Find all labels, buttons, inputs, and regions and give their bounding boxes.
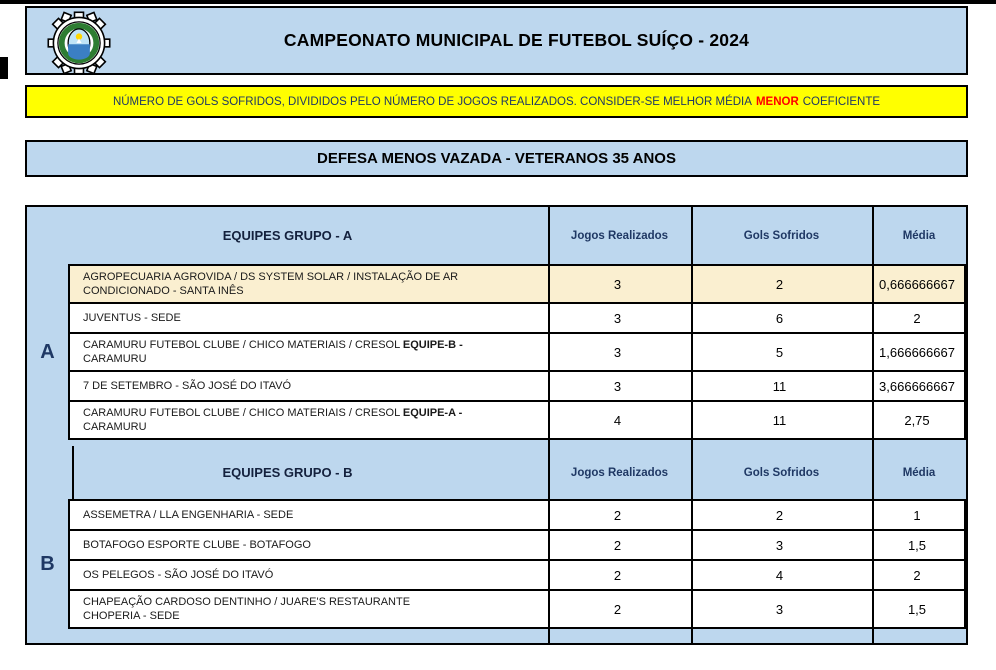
team-name-segment: OS PELEGOS - SÃO JOSÉ DO ITAVÓ <box>83 569 274 581</box>
page-title: CAMPEONATO MUNICIPAL DE FUTEBOL SUÍÇO - 2024 <box>283 30 750 50</box>
jogos-cell: 2 <box>613 507 622 523</box>
gols-cell: 3 <box>775 537 784 553</box>
table-row <box>68 370 966 402</box>
table-row <box>68 529 966 561</box>
media-cell: 1 <box>913 507 921 523</box>
group-label: B <box>40 552 55 575</box>
column-header-media: Média <box>902 229 936 242</box>
team-name-cell <box>70 334 546 370</box>
team-name <box>83 568 273 582</box>
jogos-cell: 2 <box>613 537 622 553</box>
standings-table <box>25 205 968 645</box>
gols-cell: 11 <box>772 412 787 428</box>
jogos-cell: 2 <box>613 567 622 583</box>
media-cell: 2,75 <box>904 412 930 428</box>
jogos-cell: 3 <box>613 378 622 394</box>
team-name-segment: CONDICIONADO - SANTA INÊS <box>83 285 244 297</box>
notice-highlight: MENOR <box>755 95 799 108</box>
column-header-jogos: Jogos Realizados <box>570 466 669 479</box>
column-header-gols: Gols Sofridos <box>743 229 820 242</box>
team-name-segment: CARAMURU FUTEBOL CLUBE / CHICO MATERIAIS / CRESOL <box>83 407 403 419</box>
table-row <box>68 332 966 372</box>
column-header-jogos: Jogos Realizados <box>570 229 669 242</box>
jogos-cell: 3 <box>613 310 622 326</box>
top-edge-strip <box>0 0 996 4</box>
media-cell: 2 <box>913 567 921 583</box>
table-row <box>68 264 966 304</box>
media-cell: 1,5 <box>907 601 927 617</box>
column-header-media: Média <box>902 466 936 479</box>
team-name <box>83 270 458 298</box>
team-name <box>83 595 410 623</box>
team-name-segment: 7 DE SETEMBRO - SÃO JOSÉ DO ITAVÓ <box>83 380 292 392</box>
media-cell: 1,5 <box>907 537 927 553</box>
group-header-row <box>27 446 966 499</box>
media-cell: 1,666666667 <box>879 344 955 360</box>
group-section <box>27 264 966 440</box>
team-name-cell <box>70 561 546 589</box>
gols-cell: 11 <box>772 378 787 394</box>
gols-cell: 3 <box>775 601 784 617</box>
team-name-segment: CHOPERIA - SEDE <box>83 610 180 622</box>
media-cell: 0,666666667 <box>879 276 955 292</box>
group-section <box>27 499 966 629</box>
gols-cell: 4 <box>775 567 784 583</box>
table-row <box>68 499 966 531</box>
jogos-cell: 3 <box>613 344 622 360</box>
team-name <box>83 379 291 393</box>
team-name-cell <box>70 402 546 438</box>
media-cell: 2 <box>913 310 921 326</box>
team-name-segment: CARAMURU <box>83 421 147 433</box>
header-panel <box>25 6 968 75</box>
notice-banner <box>25 85 968 118</box>
team-name-segment: CARAMURU FUTEBOL CLUBE / CHICO MATERIAIS / CRESOL <box>83 339 403 351</box>
column-divider-line <box>548 207 550 643</box>
team-name-segment: CHAPEAÇÃO CARDOSO DENTINHO / JUARE'S RESTAURANTE <box>83 596 411 608</box>
team-name <box>83 508 293 522</box>
crest-icon <box>39 11 119 75</box>
header-divider-line <box>72 446 74 499</box>
team-name-bold-segment: EQUIPE-A - <box>402 407 463 419</box>
table-row <box>68 559 966 591</box>
team-name <box>83 406 462 434</box>
notice-text-before: NÚMERO DE GOLS SOFRIDOS, DIVIDIDOS PELO NÚMERO DE JOGOS REALIZADOS. CONSIDER-SE MELHOR MÉDIA <box>112 95 752 108</box>
group-header-row <box>27 207 966 264</box>
jogos-cell: 4 <box>613 412 622 428</box>
team-name-cell <box>70 372 546 400</box>
gols-cell: 6 <box>775 310 784 326</box>
column-header-gols: Gols Sofridos <box>743 466 820 479</box>
team-name-cell <box>70 501 546 529</box>
team-name <box>83 311 181 325</box>
group-header-label: EQUIPES GRUPO - B <box>222 465 353 480</box>
team-name-cell <box>70 591 546 627</box>
gols-cell: 5 <box>775 344 784 360</box>
team-name <box>83 538 311 552</box>
column-divider-line <box>872 207 874 643</box>
team-name-cell <box>70 531 546 559</box>
team-name-segment: CARAMURU <box>83 353 147 365</box>
team-name-cell <box>70 266 546 302</box>
jogos-cell: 2 <box>613 601 622 617</box>
group-rows <box>68 499 966 629</box>
table-row <box>68 589 966 629</box>
gols-cell: 2 <box>775 276 784 292</box>
group-rows <box>68 264 966 440</box>
notice-text-after: COEFICIENTE <box>802 95 881 108</box>
jogos-cell: 3 <box>613 276 622 292</box>
table-row <box>68 302 966 334</box>
section-title: DEFESA MENOS VAZADA - VETERANOS 35 ANOS <box>317 150 676 167</box>
team-name-bold-segment: EQUIPE-B - <box>402 339 463 351</box>
gols-cell: 2 <box>775 507 784 523</box>
group-header-label: EQUIPES GRUPO - A <box>222 228 353 243</box>
team-name-segment: BOTAFOGO ESPORTE CLUBE - BOTAFOGO <box>83 539 311 551</box>
section-title-panel <box>25 140 968 177</box>
column-divider-line <box>691 207 693 643</box>
media-cell: 3,666666667 <box>879 378 955 394</box>
team-name-segment: ASSEMETRA / LLA ENGENHARIA - SEDE <box>83 509 294 521</box>
team-name-segment: JUVENTUS - SEDE <box>83 312 181 324</box>
group-label: A <box>40 340 55 363</box>
team-name <box>83 338 463 366</box>
team-name-segment: AGROPECUARIA AGROVIDA / DS SYSTEM SOLAR / INSTALAÇÃO DE AR <box>83 271 459 283</box>
team-name-cell <box>70 304 546 332</box>
left-edge-mark <box>0 57 8 79</box>
municipal-crest-logo <box>39 11 119 75</box>
table-row <box>68 400 966 440</box>
